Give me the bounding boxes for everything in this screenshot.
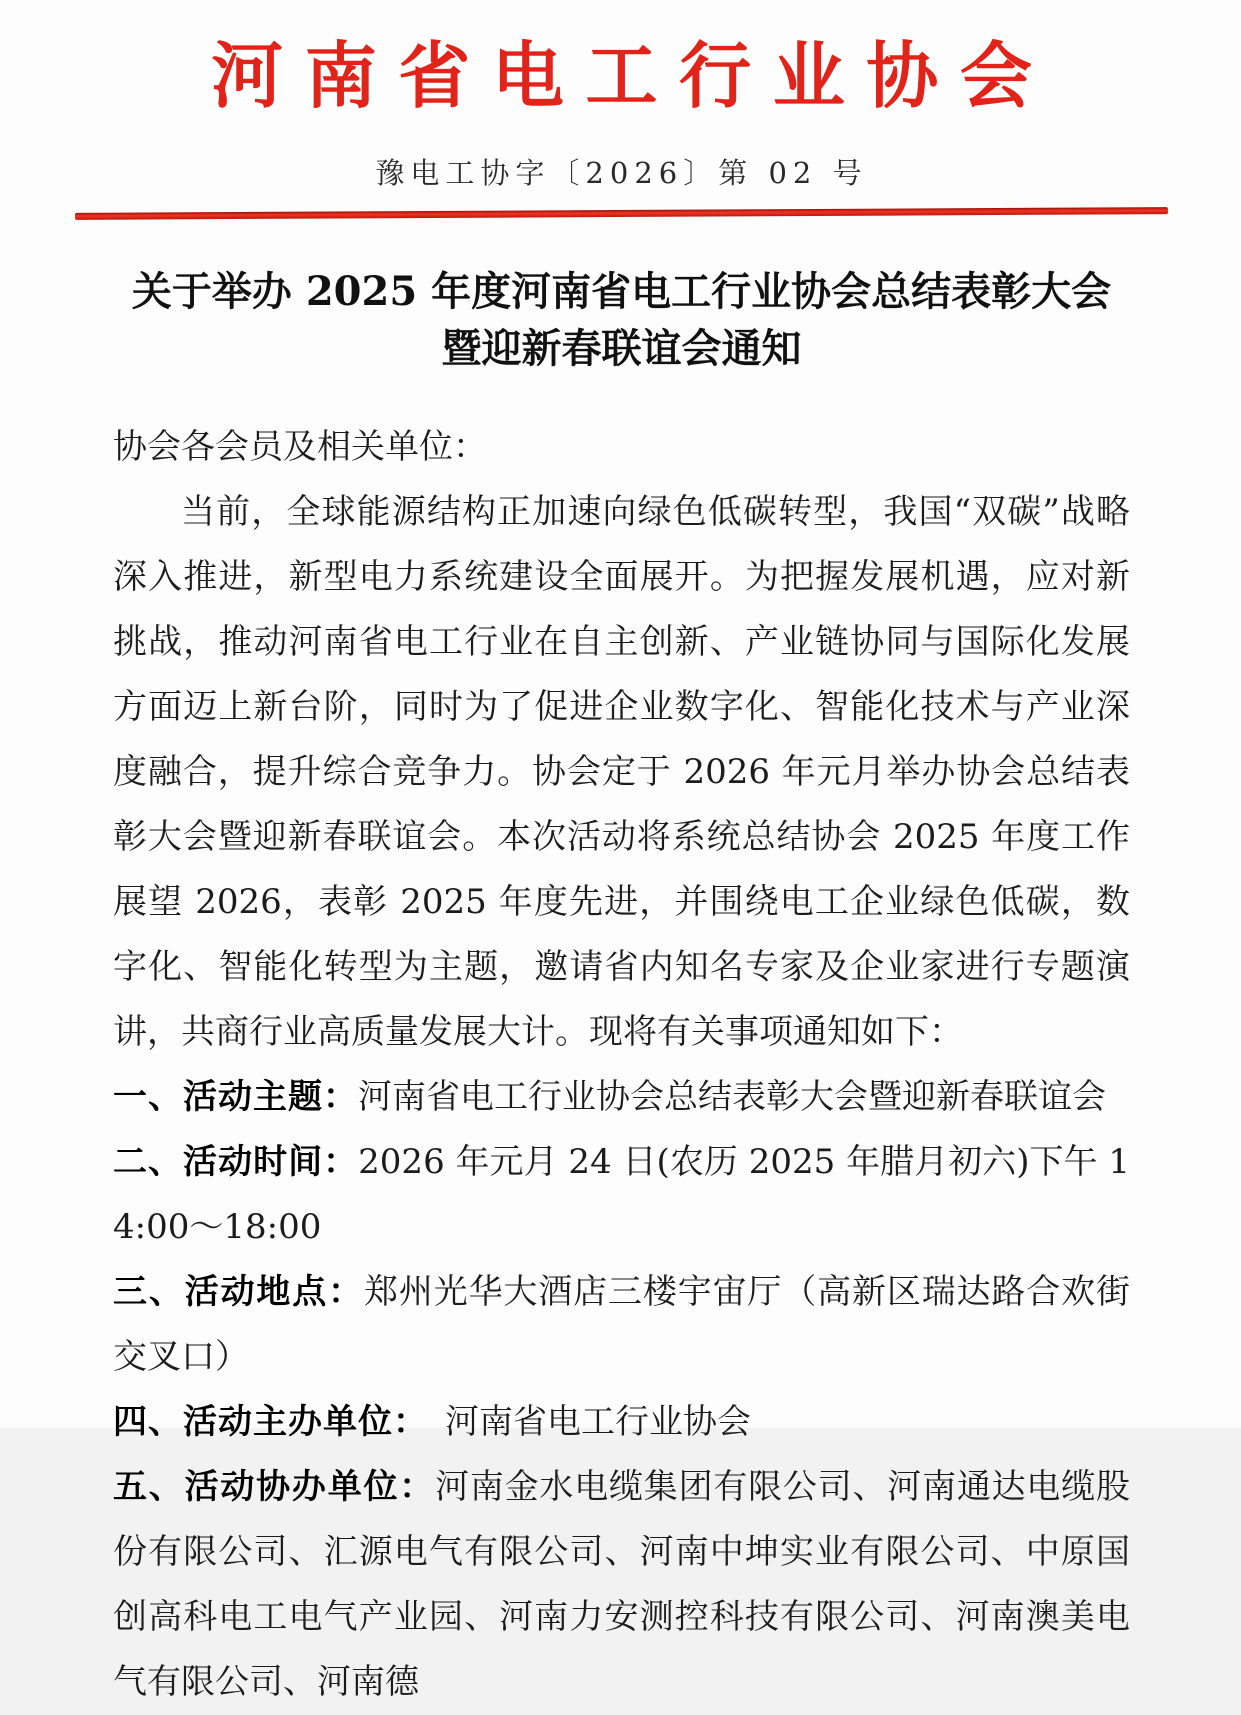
item-host-organizer-label: 四、活动主办单位： [113, 1402, 411, 1442]
item-activity-location-label: 三、活动地点： [113, 1272, 364, 1312]
item-activity-time-label: 二、活动时间： [113, 1142, 359, 1182]
item-activity-location [113, 1260, 1130, 1390]
item-host-organizer [113, 1390, 1130, 1455]
item-activity-location-value: 郑州光华大酒店三楼宇宙厅（高新区瑞达路合欢街交叉口） [113, 1272, 1130, 1377]
item-co-organizers [113, 1455, 1130, 1715]
org-title: 河南省电工行业协会 [211, 33, 1054, 118]
item-host-organizer-value: 河南省电工行业协会 [411, 1402, 751, 1442]
notice-title: 关于举办 2025 年度河南省电工行业协会总结表彰大会暨迎新春联谊会通知 [131, 268, 1112, 372]
item-activity-time-value: 2026 年元月 24 日(农历 2025 年腊月初六)下午 14:00～18:00 [113, 1142, 1131, 1247]
item-activity-theme-label: 一、活动主题： [113, 1077, 358, 1117]
item-activity-theme [113, 1065, 1130, 1130]
item-activity-time [113, 1130, 1130, 1260]
item-co-organizers-label: 五、活动协办单位： [113, 1467, 436, 1507]
item-activity-theme-value: 河南省电工行业协会总结表彰大会暨迎新春联谊会 [358, 1077, 1106, 1117]
salutation: 协会各会员及相关单位： [113, 427, 487, 467]
intro-paragraph: 当前，全球能源结构正加速向绿色低碳转型，我国“双碳”战略深入推进，新型电力系统建设全面展开。为把握发展机遇，应对新挑战，推动河南省电工行业在自主创新、产业链协同与国际化发展方面迈上新台阶，同时为了促进企业数字化、智能化技术与产业深度融合，提升综合竞争力。协会定于 2026 年元月举办协会总结表彰大会暨迎新春联谊会。本次活动将系统总结协会 2025 年度工作展望 2026，表彰 2025 年度先进，并围绕电工企业绿色低碳，数字化、智能化转型为主题，邀请省内知名专家及企业家进行专题演讲，共商行业高质量发展大计。现将有关事项通知如下： [113, 492, 1130, 1052]
red-divider-rule [75, 207, 1168, 220]
item-co-organizers-value: 河南金水电缆集团有限公司、河南通达电缆股份有限公司、汇源电气有限公司、河南中坤实业有限公司、中原国创高科电工电气产业园、河南力安测控科技有限公司、河南澳美电气有限公司、河南德 [113, 1467, 1131, 1702]
doc-number: 豫电工协字〔2026〕第 02 号 [375, 156, 868, 190]
